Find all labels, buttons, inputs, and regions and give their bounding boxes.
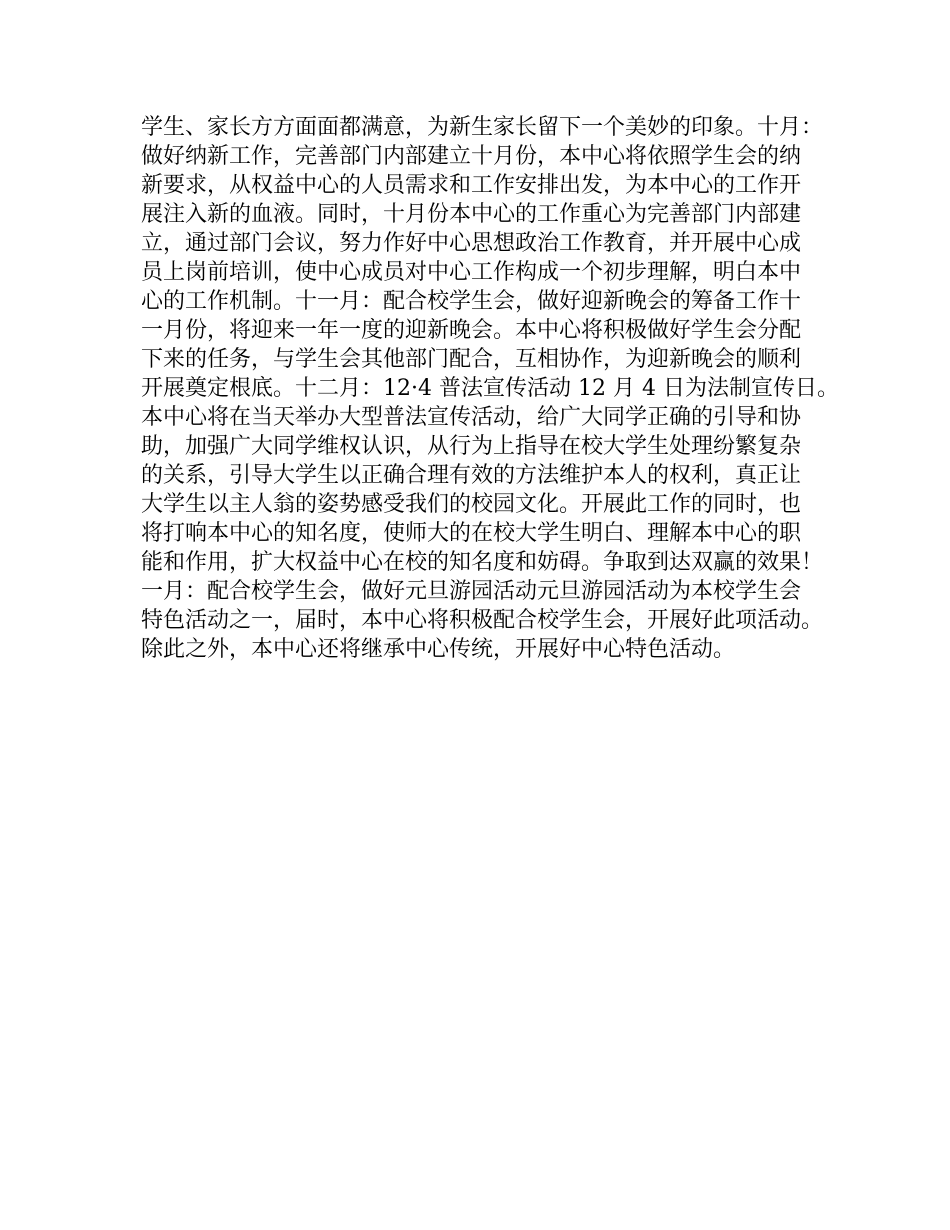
paragraph-line: 一月：配合校学生会，做好元旦游园活动元旦游园活动为本校学生会: [141, 579, 802, 604]
paragraph-line: 本中心将在当天举办大型普法宣传活动，给广大同学正确的引导和协: [141, 405, 802, 430]
paragraph-line: 展注入新的血液。同时，十月份本中心的工作重心为完善部门内部建: [141, 202, 802, 227]
paragraph-line: 一月份，将迎来一年一度的迎新晚会。本中心将积极做好学生会分配: [141, 318, 802, 343]
paragraph-line: 大学生以主人翁的姿势感受我们的校园文化。开展此工作的同时，也: [141, 492, 802, 517]
paragraph-line: 学生、家长方方面面都满意，为新生家长留下一个美妙的印象。十月：: [141, 115, 824, 140]
paragraph-line: 将打响本中心的知名度，使师大的在校大学生明白、理解本中心的职: [141, 521, 802, 546]
paragraph-line: 的关系，引导大学生以正确合理有效的方法维护本人的权利，真正让: [141, 463, 802, 488]
paragraph-line: 开展奠定根底。十二月：12·4 普法宣传活动 12 月 4 日为法制宣传日。: [141, 376, 839, 401]
document-body: [141, 113, 841, 664]
paragraph-line: 员上岗前培训，使中心成员对中心工作构成一个初步理解，明白本中: [141, 260, 802, 285]
paragraph-line: 除此之外，本中心还将继承中心传统，开展好中心特色活动。: [141, 637, 736, 662]
paragraph-line: 特色活动之一，届时，本中心将积极配合校学生会，开展好此项活动。: [141, 608, 824, 633]
paragraph-line: 下来的任务，与学生会其他部门配合，互相协作，为迎新晚会的顺利: [141, 347, 802, 372]
paragraph-line: 立，通过部门会议，努力作好中心思想政治工作教育，并开展中心成: [141, 231, 802, 256]
paragraph-line: 新要求，从权益中心的人员需求和工作安排出发，为本中心的工作开: [141, 173, 802, 198]
paragraph-line: 助，加强广大同学维权认识，从行为上指导在校大学生处理纷繁复杂: [141, 434, 802, 459]
paragraph-line: 能和作用，扩大权益中心在校的知名度和妨碍。争取到达双赢的效果！: [141, 550, 824, 575]
paragraph-line: 心的工作机制。十一月：配合校学生会，做好迎新晚会的筹备工作十: [141, 289, 802, 314]
paragraph-line: 做好纳新工作，完善部门内部建立十月份，本中心将依照学生会的纳: [141, 144, 802, 169]
